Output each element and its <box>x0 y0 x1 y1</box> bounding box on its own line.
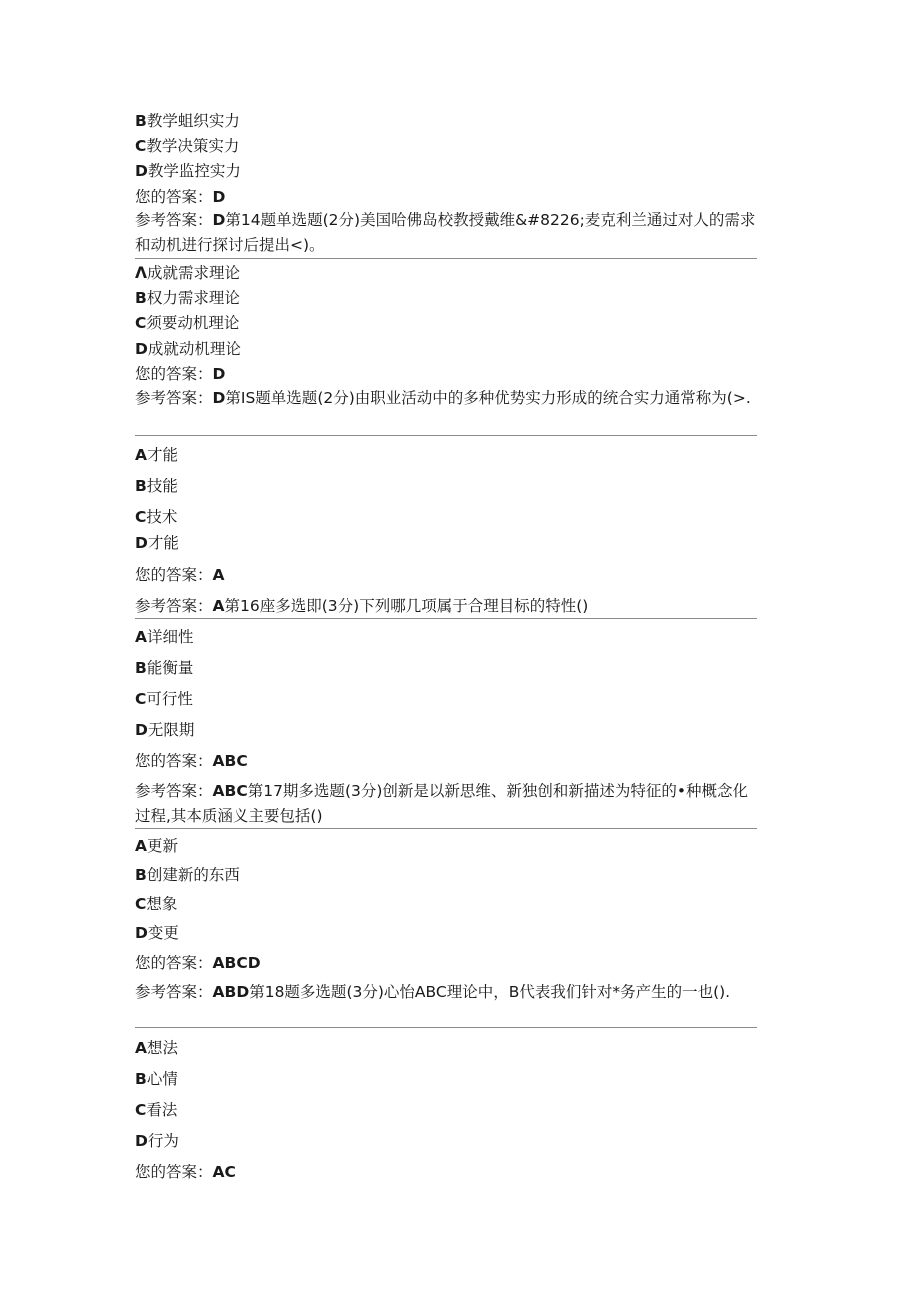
reference-answer-and-next-question: 参考答案：A第16座多选即(3分)下列哪几项属于合理目标的特性() <box>135 597 589 615</box>
option-a: A详细性 <box>135 628 194 646</box>
option-c: C看法 <box>135 1101 178 1119</box>
option-d: D教学监控实力 <box>135 162 241 180</box>
question-divider <box>135 618 757 619</box>
option-d: D行为 <box>135 1132 179 1150</box>
question-divider <box>135 258 757 259</box>
option-b: B能衡量 <box>135 659 194 677</box>
option-d: D无限期 <box>135 721 195 739</box>
your-answer: 您的答案：ABCD <box>135 954 261 972</box>
your-answer: 您的答案：D <box>135 188 226 206</box>
reference-answer-and-next-question: 参考答案：ABC第17期多选题(3分)创新是以新思维、新独创和新描述为特征的•种概念化过程,其本质涵义主要包括() <box>135 782 749 825</box>
option-b: B创建新的东西 <box>135 866 240 884</box>
your-answer: 您的答案：AC <box>135 1163 236 1181</box>
option-b: B教学蛆织实力 <box>135 112 240 130</box>
option-c: C教学决策实力 <box>135 137 240 155</box>
option-c: C技术 <box>135 508 178 526</box>
question-divider <box>135 435 757 436</box>
option-d: D变更 <box>135 924 179 942</box>
option-a: A想法 <box>135 1039 179 1057</box>
option-c: C须要动机理论 <box>135 314 240 332</box>
question-divider <box>135 828 757 829</box>
reference-answer-and-next-question: 参考答案：D第14题单选题(2分)美国哈佛岛校教授戴维&#8226;麦克利兰通过对人的需求和动机进行探讨后提出<)。 <box>135 211 756 254</box>
option-b: B权力需求理论 <box>135 289 240 307</box>
reference-answer-and-next-question: 参考答案：ABD第18题多选题(3分)心怡ABC理论中，B代表我们针对*务产生的一也(). <box>135 983 731 1001</box>
option-c: C可行性 <box>135 690 193 708</box>
option-a: A才能 <box>135 446 179 464</box>
option-a: A更新 <box>135 837 179 855</box>
your-answer: 您的答案：A <box>135 566 225 584</box>
your-answer: 您的答案：D <box>135 365 226 383</box>
question-divider <box>135 1027 757 1028</box>
option-d: D才能 <box>135 534 179 552</box>
option-a: Λ成就需求理论 <box>135 264 241 282</box>
option-c: C想象 <box>135 895 178 913</box>
reference-answer-and-next-question: 参考答案：D第IS题单选题(2分)由职业活动中的多种优势实力形成的统合实力通常称为(>. <box>135 389 751 407</box>
option-b: B技能 <box>135 477 178 495</box>
your-answer: 您的答案：ABC <box>135 752 248 770</box>
option-b: B心情 <box>135 1070 178 1088</box>
option-d: D成就动机理论 <box>135 340 241 358</box>
